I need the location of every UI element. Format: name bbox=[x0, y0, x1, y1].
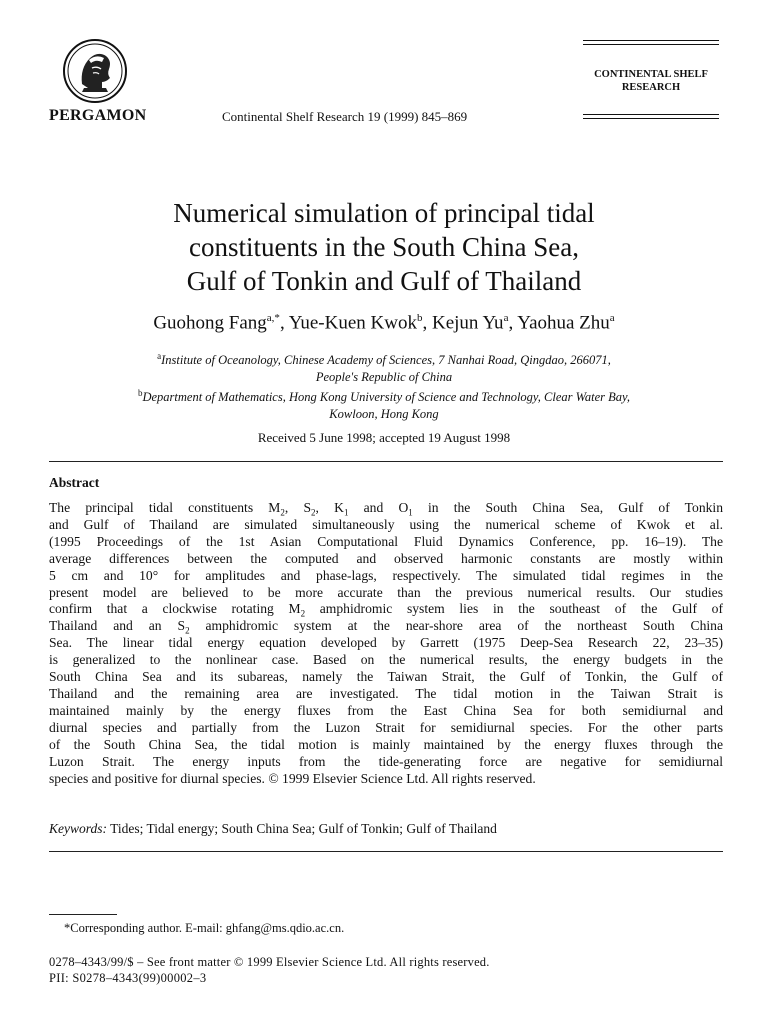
subscript: 1 bbox=[408, 507, 413, 518]
received-dates: Received 5 June 1998; accepted 19 August 1998 bbox=[257, 430, 511, 445]
subscript: 1 bbox=[343, 507, 349, 518]
abstract-line: and Gulf of Thailand are simulated simultaneously using the numerical scheme of Kwok et al. bbox=[49, 516, 723, 532]
abstract-line: confirm that a clockwise rotating $M_2$ amphidromic system lies in the southeast of the Gulf of bbox=[49, 601, 723, 620]
subscript: 2 bbox=[280, 507, 285, 518]
abstract-line: Thailand and an $S_2$ amphidromic system at the near-shore area of the northeast South China bbox=[49, 618, 724, 637]
abstract-line: Luzon Strait. The energy inputs from the tide-generating force are negative for semidiurnal bbox=[49, 753, 723, 769]
journal-citation: Continental Shelf Research 19 (1999) 845–869 bbox=[222, 109, 468, 124]
elsevier-tree-logo-icon bbox=[62, 38, 128, 104]
author-affiliation-mark: a bbox=[503, 312, 509, 324]
affiliation-mark: a bbox=[157, 351, 162, 361]
author-name: Kejun Yu bbox=[431, 312, 504, 334]
abstract-top-rule bbox=[49, 461, 723, 462]
affiliations bbox=[40, 348, 728, 422]
paper-title-line2: constituents in the South China Sea, bbox=[189, 232, 579, 262]
affiliation-b-line1: Department of Mathematics, Hong Kong University of Science and Technology, Clear Water Bay, bbox=[142, 390, 631, 405]
author-name: Guohong Fang bbox=[153, 312, 267, 334]
author-affiliation-mark: a,* bbox=[266, 312, 280, 324]
abstract-line: average differences between the computed and observed harmonic constants are mostly within bbox=[49, 550, 723, 566]
corresponding-author-footnote: *Corresponding author. E-mail: ghfang@ms.qdio.ac.cn. bbox=[64, 921, 345, 935]
author-name: Yue-Kuen Kwok bbox=[288, 312, 417, 334]
affiliation-a-line2: People's Republic of China bbox=[315, 369, 453, 384]
author-affiliation-mark: b bbox=[416, 312, 423, 324]
abstract-body bbox=[49, 500, 723, 787]
abstract-line: (1995 Proceedings of the 1st Asian Computational Fluid Dynamics Conference, pp. 16–19). The bbox=[49, 533, 723, 549]
journal-name-block bbox=[583, 68, 719, 94]
abstract-line: The principal tidal constituents $M_2$, $S_2$, $K_1$ and $O_1$ in the South China Sea, Gulf of Tonkin bbox=[49, 500, 723, 518]
abstract-heading: Abstract bbox=[49, 475, 100, 490]
abstract-line: diurnal species and partially from the Luzon Strait for semidiurnal species. For the other parts bbox=[49, 719, 723, 735]
abstract-line: of the South China Sea, the tidal motion is mainly maintained by the energy fluxes through the bbox=[49, 736, 723, 752]
abstract-line: South China Sea and its subareas, namely the Taiwan Strait, the Gulf of Tonkin, the Gulf of bbox=[49, 669, 723, 685]
abstract-line: 5 cm and 10° for amplitudes and phase-lags, respectively. The simulated tidal regimes in the bbox=[49, 567, 723, 583]
affiliation-mark: b bbox=[137, 388, 143, 399]
abstract-line: Thailand and the remaining area are investigated. The tidal motion in the Taiwan Strait is bbox=[49, 685, 723, 701]
affiliation-b-line2: Kowloon, Hong Kong bbox=[329, 406, 439, 421]
paper-title-line1: Numerical simulation of principal tidal bbox=[173, 198, 595, 228]
abstract-bottom-rule bbox=[49, 851, 723, 852]
author-affiliation-mark: a bbox=[609, 312, 615, 324]
author-list: Guohong Fang$^{a,*}$, Yue-Kuen Kwok$^b$, Kejun Yu$^a$, Yaohua Zhu$^a$ bbox=[153, 312, 615, 334]
journal-name-rule-bottom-2 bbox=[583, 118, 719, 119]
keywords bbox=[49, 821, 497, 837]
journal-name-line1: CONTINENTAL SHELF bbox=[594, 69, 708, 80]
author-name: Yaohua Zhu bbox=[517, 312, 610, 334]
paper-title bbox=[60, 196, 708, 298]
affiliation-a-line1: Institute of Oceanology, Chinese Academy of Sciences, 7 Nanhai Road, Qingdao, 266071, bbox=[161, 353, 611, 368]
subscript: 2 bbox=[185, 626, 190, 637]
subscript: 2 bbox=[300, 609, 306, 620]
abstract-line: Sea. The linear tidal energy equation developed by Garrett (1975 Deep-Sea Research 22, 23–35) bbox=[49, 635, 723, 651]
abstract-line: is generalized to the nonlinear case. Based on the numerical results, the energy budgets in the bbox=[49, 652, 723, 668]
pii-line: PII: S0278–4343(99)00002–3 bbox=[49, 971, 207, 985]
abstract-line: species and positive for diurnal species. © 1999 Elsevier Science Ltd. All rights reserved. bbox=[49, 770, 536, 786]
footnote-rule bbox=[49, 914, 117, 915]
abstract-line: present model are believed to be more accurate than the previous numerical results. Our studies bbox=[49, 584, 723, 600]
issn-line: 0278–4343/99/$ – See front matter © 1999 Elsevier Science Ltd. All rights reserved. bbox=[49, 955, 490, 969]
paper-title-line3: Gulf of Tonkin and Gulf of Thailand bbox=[186, 266, 582, 296]
journal-name-rule-top bbox=[583, 40, 719, 41]
publisher-name: PERGAMON bbox=[49, 107, 147, 124]
keywords-label: Keywords: bbox=[49, 821, 107, 836]
affiliation-a bbox=[40, 348, 728, 369]
subscript: 2 bbox=[311, 507, 316, 518]
journal-name-line2: RESEARCH bbox=[621, 82, 681, 93]
affiliation-b bbox=[40, 385, 728, 406]
journal-name-rule-top-2 bbox=[583, 44, 719, 45]
keywords-text: Tides; Tidal energy; South China Sea; Gulf of Tonkin; Gulf of Thailand bbox=[107, 821, 497, 836]
abstract-line: maintained mainly by the energy fluxes from the East China Sea for both semidiurnal and bbox=[49, 702, 723, 718]
journal-name-rule-bottom bbox=[583, 114, 719, 115]
